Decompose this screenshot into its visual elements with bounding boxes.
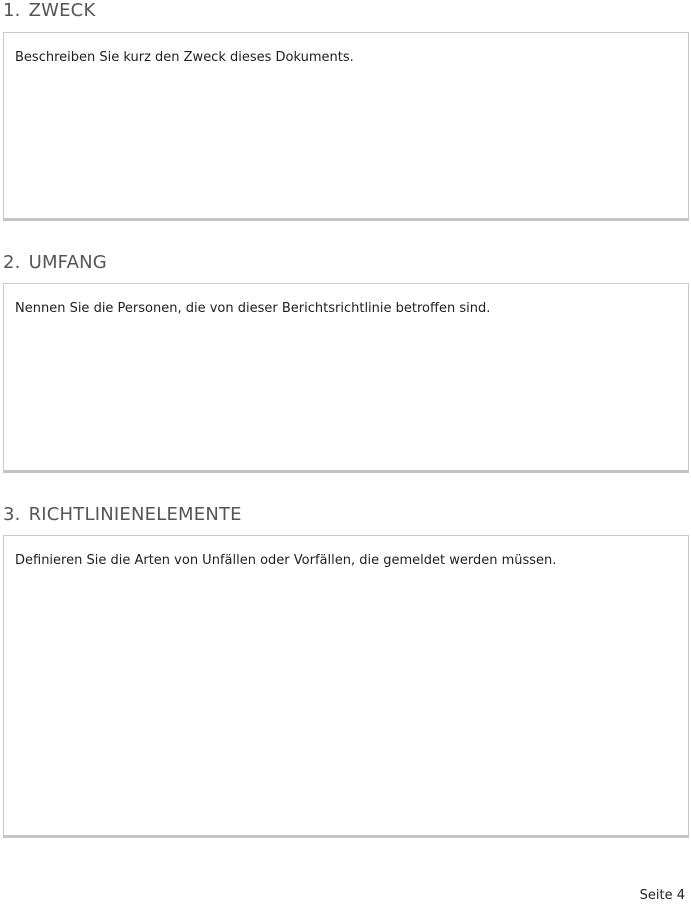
section-number: 3. (3, 504, 21, 525)
section-number: 1. (3, 0, 21, 21)
section-heading-umfang (3, 252, 107, 273)
section-title: UMFANG (28, 252, 107, 273)
section-number: 2. (3, 252, 21, 273)
page-number: Seite 4 (639, 888, 685, 903)
section-title: RICHTLINIENELEMENTE (28, 504, 242, 525)
section-heading-richtlinienelemente (3, 504, 242, 525)
section-title: ZWECK (28, 0, 96, 21)
section-textbox-umfang[interactable] (3, 283, 689, 473)
section-placeholder-text: Nennen Sie die Personen, die von dieser Berichtsrichtlinie betroffen sind. (15, 301, 491, 316)
section-textbox-zweck[interactable] (3, 32, 689, 221)
section-heading-zweck (3, 0, 95, 21)
section-placeholder-text: Definieren Sie die Arten von Unfällen oder Vorfällen, die gemeldet werden müssen. (15, 553, 557, 568)
section-textbox-richtlinienelemente[interactable] (3, 535, 689, 838)
section-placeholder-text: Beschreiben Sie kurz den Zweck dieses Dokuments. (15, 50, 354, 65)
